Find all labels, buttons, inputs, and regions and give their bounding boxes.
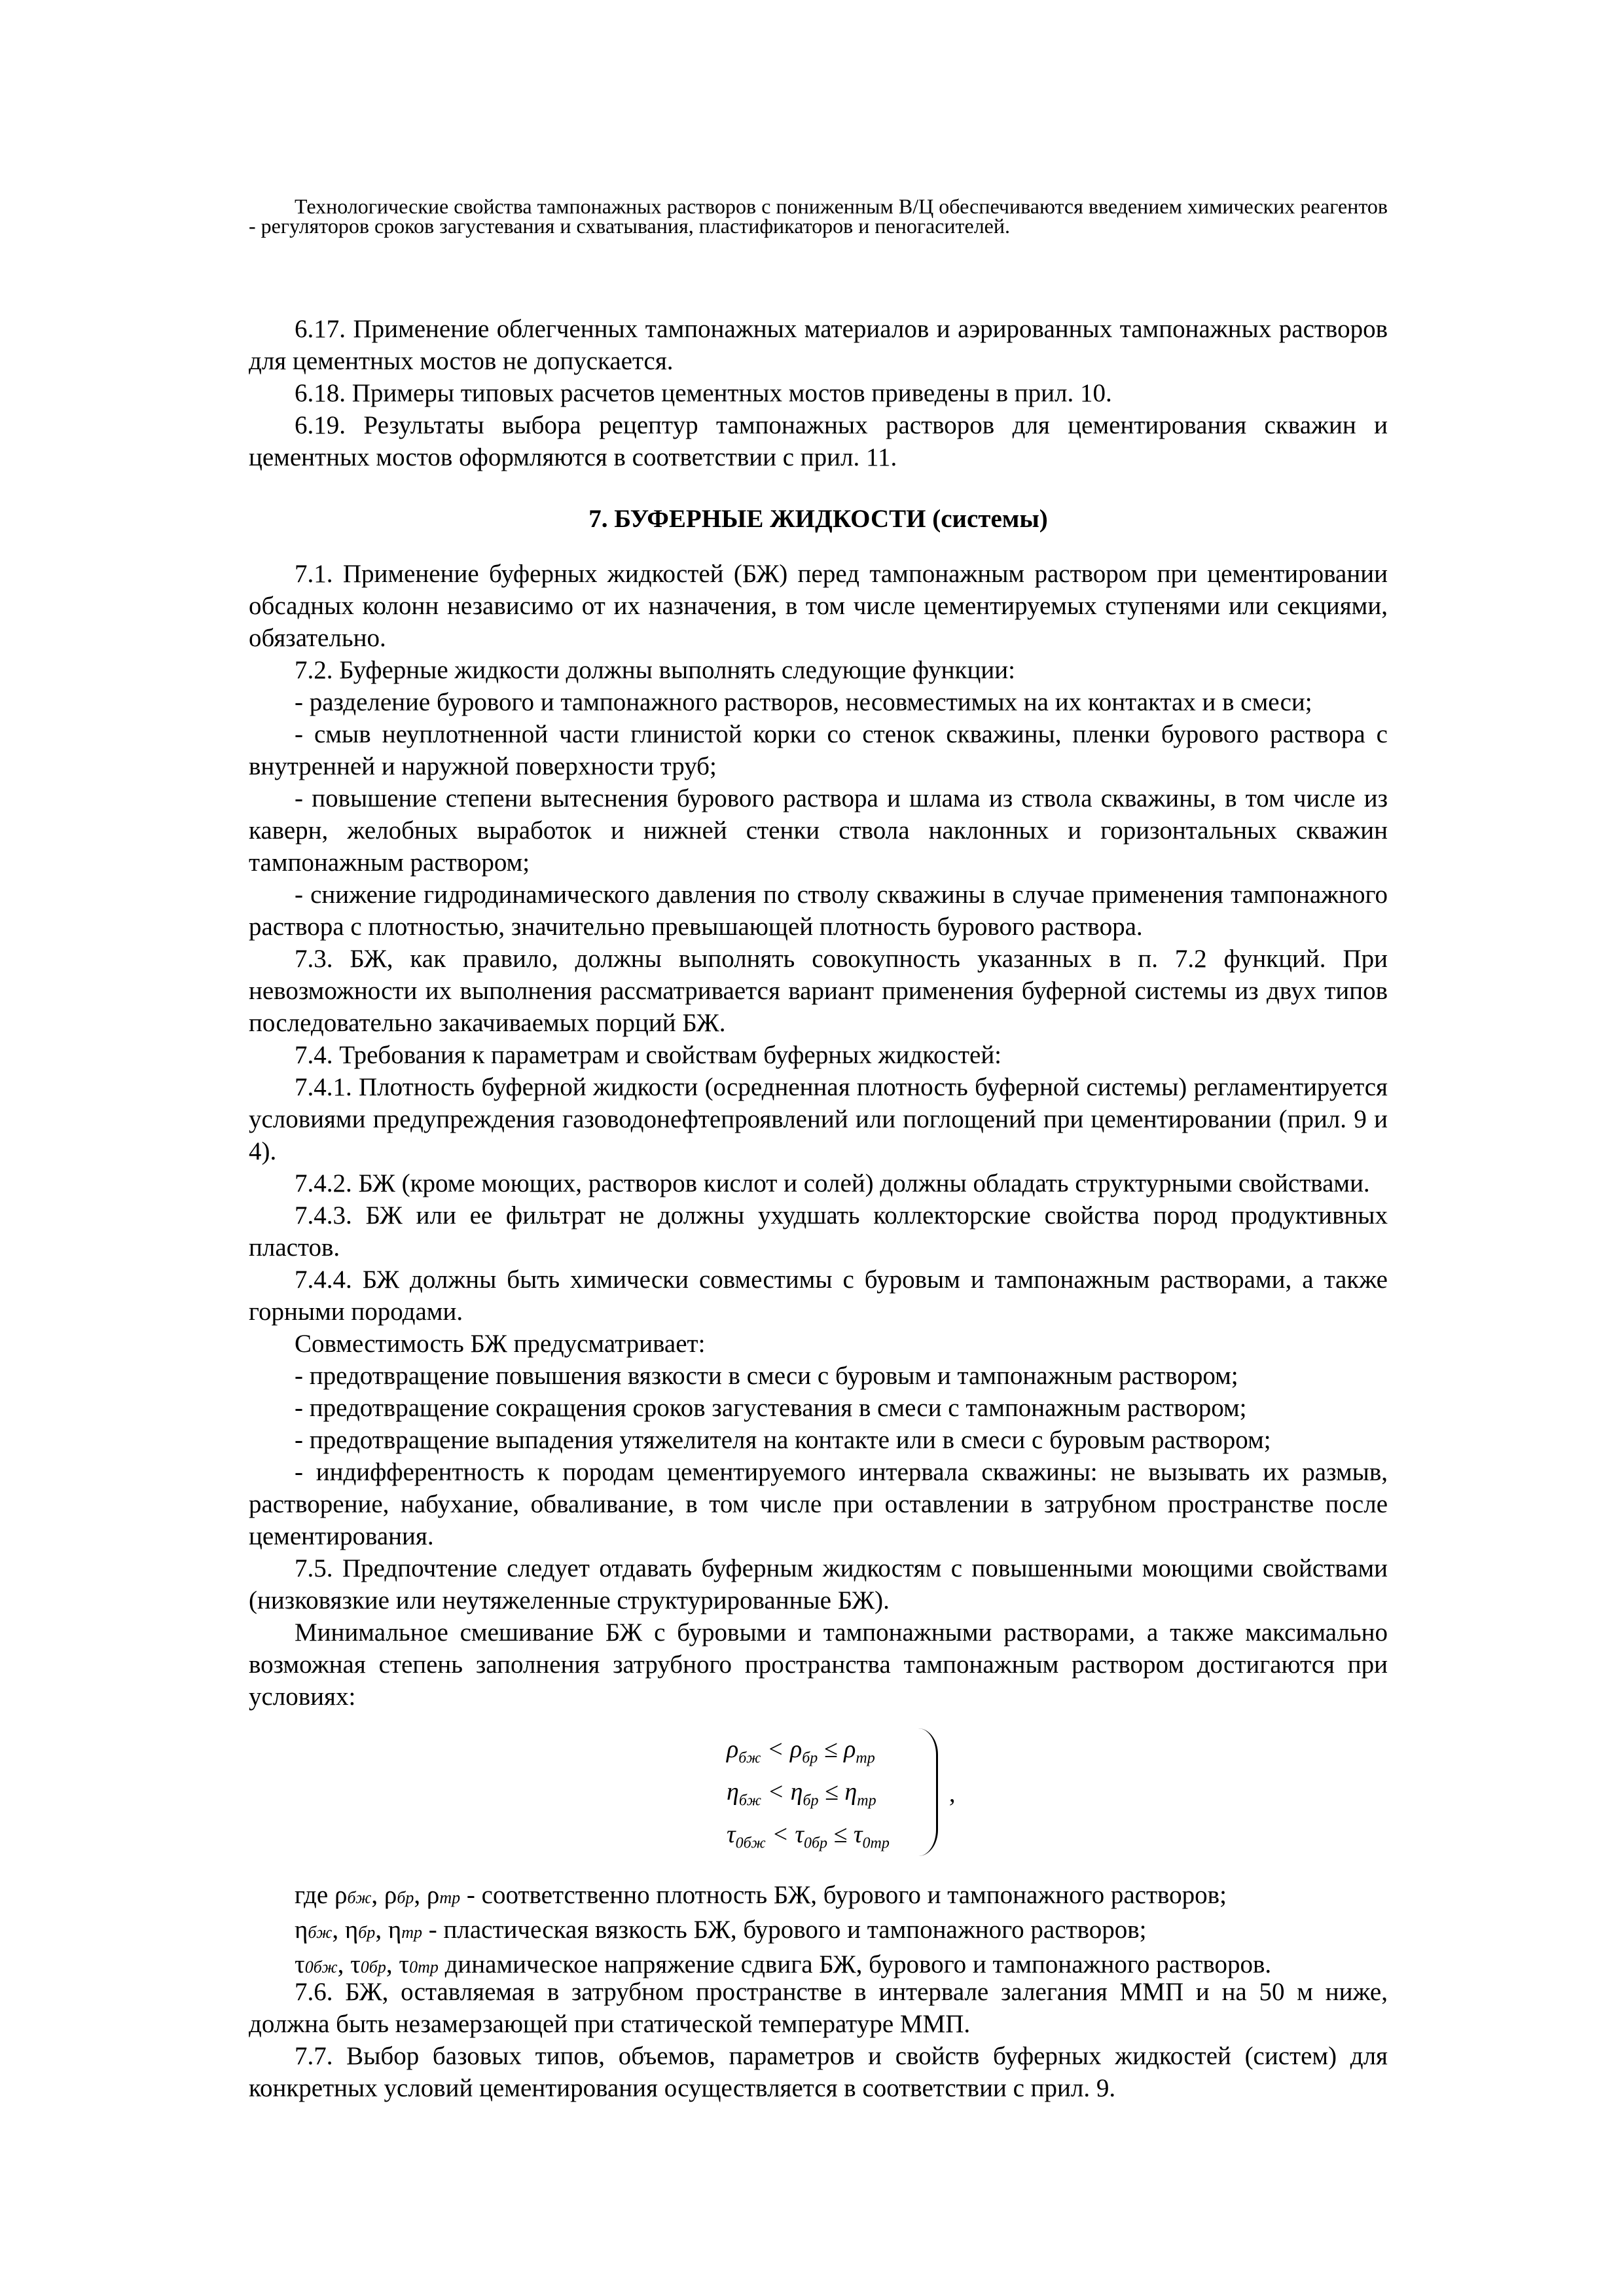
section-6-block: [249, 313, 1388, 473]
formula-row-shear-stress: $\tau_{0бж} < \tau_{0бр} \le \tau_{0тр}$: [727, 1821, 890, 1852]
paragraph-6-18: 6.18. Примеры типовых расчетов цементных мостов приведены в прил. 10.: [295, 379, 1112, 407]
section-7-heading: 7. БУФЕРНЫЕ ЖИДКОСТИ (системы): [588, 505, 1048, 533]
formula-row-density: $\rho_{бж} < \rho_{бр} \le \rho_{тр}$: [727, 1736, 875, 1767]
paragraph-7-4-2: 7.4.2. БЖ (кроме моющих, растворов кислот и солей) должны обладать структурными свойствами.: [295, 1169, 1370, 1197]
paragraph-7-4: 7.4. Требования к параметрам и свойствам буферных жидкостей:: [295, 1041, 1002, 1069]
section-7-block: [249, 558, 1388, 1713]
paragraph-7-2: 7.2. Буферные жидкости должны выполнять следующие функции:: [295, 656, 1015, 684]
intro-paragraph-block: [249, 196, 1388, 236]
list-item: - предотвращение сокращения сроков загустевания в смеси с тампонажным раствором;: [295, 1394, 1247, 1422]
paragraph-7-4-1: 7.4.1. Плотность буферной жидкости (осредненная плотность буферной системы) регламентируется условиями предупреждения газоводонефтепроявлений или поглощений при цементировании (прил. 9 и 4).: [249, 1073, 1388, 1165]
section-7-end-block: [249, 1976, 1388, 2104]
paragraph-7-5: 7.5. Предпочтение следует отдавать буферным жидкостям с повышенными моющими свойствами (низковязкие или неутяжеленные структурированные БЖ).: [249, 1554, 1388, 1614]
definitions-block: [249, 1879, 1388, 1983]
formula-row-viscosity: $\eta_{бж} < \eta_{бр} \le \eta_{тр}$: [727, 1778, 876, 1810]
definition-viscosity: ηбж, ηбр, ηтр - пластическая вязкость БЖ, бурового и тампонажного растворов;: [295, 1916, 1147, 1944]
definition-density: где ρбж, ρбр, ρтр - соответственно плотность БЖ, бурового и тампонажного растворов;: [295, 1881, 1227, 1909]
list-item: - повышение степени вытеснения бурового раствора и шлама из ствола скважины, в том числе из каверн, желобных выработок и нижней стенки ствола наклонных и горизонтальных скважин тампонажным раствором;: [249, 784, 1388, 877]
list-item: - разделение бурового и тампонажного растворов, несовместимых на их контактах и в смеси;: [295, 688, 1312, 716]
list-item: - смыв неуплотненной части глинистой корки со стенок скважины, пленки бурового раствора с внутренней и наружной поверхности труб;: [249, 720, 1388, 780]
list-item: - предотвращение повышения вязкости в смеси с буровым и тампонажным раствором;: [295, 1362, 1238, 1390]
list-item: - предотвращение выпадения утяжелителя на контакте или в смеси с буровым раствором;: [295, 1426, 1271, 1454]
intro-paragraph: Технологические свойства тампонажных растворов с пониженным В/Ц обеспечиваются введением химических реагентов - регуляторов сроков загустевания и схватывания, пластификаторов и пеногасителей.: [249, 194, 1388, 238]
paragraph-7-4-4: 7.4.4. БЖ должны быть химически совместимы с буровым и тампонажным растворами, а также горными породами.: [249, 1266, 1388, 1326]
paragraph-7-4-3: 7.4.3. БЖ или ее фильтрат не должны ухудшать коллекторские свойства пород продуктивных пластов.: [249, 1201, 1388, 1262]
list-item: - снижение гидродинамического давления по стволу скважины в случае применения тампонажного раствора с плотностью, значительно превышающей плотность бурового раствора.: [249, 881, 1388, 941]
conditions-formula: [720, 1728, 995, 1859]
paragraph-min-mixing: Минимальное смешивание БЖ с буровыми и тампонажными растворами, а также максимально возможная степень заполнения затрубного пространства тампонажным раствором достигаются при условиях:: [249, 1618, 1388, 1711]
compatibility-intro: Совместимость БЖ предусматривает:: [295, 1330, 706, 1358]
formula-comma: ,: [949, 1780, 956, 1808]
paragraph-6-19: 6.19. Результаты выбора рецептур тампонажных растворов для цементирования скважин и цементных мостов оформляются в соответствии с прил. 11.: [249, 411, 1388, 471]
paragraph-7-3: 7.3. БЖ, как правило, должны выполнять совокупность указанных в п. 7.2 функций. При невозможности их выполнения рассматривается вариант применения буферной системы из двух типов последовательно закачиваемых порций БЖ.: [249, 945, 1388, 1037]
definition-shear-stress: τ0бж, τ0бр, τ0тр динамическое напряжение сдвига БЖ, бурового и тампонажного растворов.: [295, 1950, 1272, 1978]
paragraph-6-17: 6.17. Применение облегченных тампонажных материалов и аэрированных тампонажных растворов для цементных мостов не допускается.: [249, 315, 1388, 375]
right-brace: [916, 1728, 938, 1856]
paragraph-7-6: 7.6. БЖ, оставляемая в затрубном пространстве в интервале залегания ММП и на 50 м ниже, должна быть незамерзающей при статической температуре ММП.: [249, 1978, 1388, 2038]
list-item: - индифферентность к породам цементируемого интервала скважины: не вызывать их размыв, растворение, набухание, обваливание, в том числе при оставлении в затрубном пространстве после цементирования.: [249, 1458, 1388, 1550]
paragraph-7-7: 7.7. Выбор базовых типов, объемов, параметров и свойств буферных жидкостей (систем) для конкретных условий цементирования осуществляется в соответствии с прил. 9.: [249, 2042, 1388, 2102]
paragraph-7-1: 7.1. Применение буферных жидкостей (БЖ) перед тампонажным раствором при цементировании обсадных колонн независимо от их назначения, в том числе цементируемых ступенями или секциями, обязательно.: [249, 560, 1388, 652]
